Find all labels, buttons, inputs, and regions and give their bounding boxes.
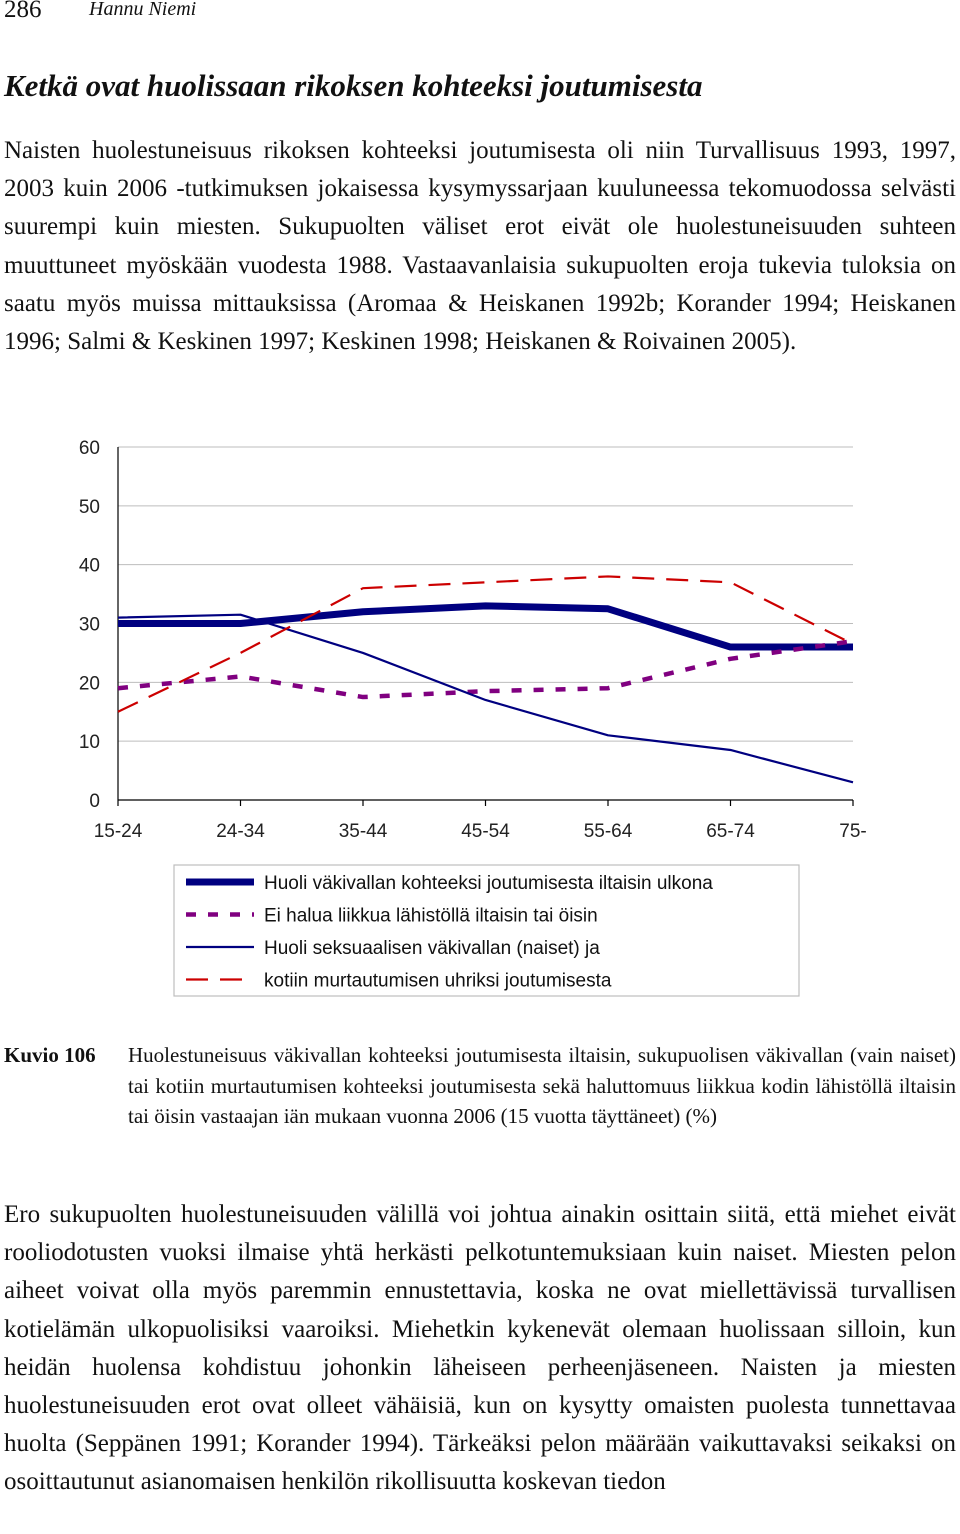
series-line-1	[118, 606, 853, 647]
x-tick-label: 65-74	[706, 821, 755, 842]
series-line-3	[118, 615, 853, 783]
legend-label-1: Huoli väkivallan kohteeksi joutumisesta iltaisin ulkona	[264, 873, 713, 894]
chart-svg	[0, 425, 960, 1025]
x-tick-label: 55-64	[583, 821, 633, 842]
y-tick-label: 40	[78, 555, 100, 577]
x-tick-label: 45-54	[461, 821, 510, 842]
line-chart	[0, 425, 960, 1025]
x-tick-label: 35-44	[338, 821, 388, 842]
y-tick-label: 0	[89, 791, 100, 812]
running-head: Hannu Niemi	[89, 0, 197, 20]
chart-axes	[79, 438, 867, 842]
body-paragraph: Ero sukupuolten huolestuneisuuden välillä voi johtua ainakin osittain siitä, että miehet eivät rooliodotusten vuoksi ilmaise yhtä herkästi pelkotuntemuksiaan kuin naiset. Miesten pelon aiheet voivat olla myös paremmin ennustettavia, koska ne ovat miellettävissä turvallisen kotielämän ulkopuolisiksi vaaroiksi. Miehetkin kykenevät olemaan huolissaan silloin, kun heidän huolensa kohdistuu johonkin läheiseen perheenjäseneen. Naisten ja miesten huolestuneisuuden erot ovat olleet vähäisiä, kun on kysytty omaisten puolesta tunnettavaa huolta (Seppänen 1991; Korander 1994). Tärkeäksi pelon määrään vaikuttavaksi seikaksi on osoittautunut asianomaisen henkilön rikollisuutta koskevan tiedon	[4, 1201, 956, 1496]
page-number: 286	[4, 0, 42, 23]
x-tick-label: 15-24	[93, 821, 143, 842]
y-tick-label: 60	[78, 438, 100, 459]
caption-label: Kuvio 106	[4, 1043, 96, 1067]
y-tick-label: 10	[78, 732, 100, 754]
y-tick-label: 30	[78, 614, 100, 636]
caption-text: Huolestuneisuus väkivallan kohteeksi joutumisesta iltaisin, sukupuolisen väkivallan (vain naiset) tai kotiin murtautumisen kohteeksi joutumisesta sekä haluttomuus liikkua kodin lähistöllä iltaisin tai öisin vastaajan iän mukaan vuonna 2006 (15 vuotta täyttäneet) (%)	[128, 1043, 956, 1128]
legend-label-4: kotiin murtautumisen uhriksi joutumisesta	[264, 970, 612, 992]
y-tick-label: 50	[78, 496, 100, 518]
legend-label-2: Ei halua liikkua lähistöllä iltaisin tai öisin	[264, 905, 598, 927]
section-title: Ketkä ovat huolissaan rikoksen kohteeksi joutumisesta	[4, 68, 703, 103]
legend-label-3: Huoli seksuaalisen väkivallan (naiset) ja	[264, 938, 600, 959]
series-lines	[118, 576, 853, 782]
grid-lines	[118, 447, 853, 741]
y-tick-label: 20	[78, 673, 100, 695]
intro-paragraph: Naisten huolestuneisuus rikoksen kohteeksi joutumisesta oli niin Turvallisuus 1993, 1997, 2003 kuin 2006 -tutkimuksen jokaisessa kysymyssarjaan kuuluneessa tekomuodossa selvästi suurempi kuin miesten. Sukupuolten väliset erot eivät ole huolestuneisuuden suhteen muuttuneet myöskään vuodesta 1988. Vastaavanlaisia sukupuolten eroja tukevia tuloksia on saatu myös muissa mittauksissa (Aromaa & Heiskanen 1992b; Korander 1994; Heiskanen 1996; Salmi & Keskinen 1997; Keskinen 1998; Heiskanen & Roivainen 2005).	[4, 137, 956, 356]
chart-legend	[174, 865, 799, 996]
x-tick-label: 75-	[839, 821, 867, 842]
x-tick-label: 24-34	[216, 821, 265, 842]
